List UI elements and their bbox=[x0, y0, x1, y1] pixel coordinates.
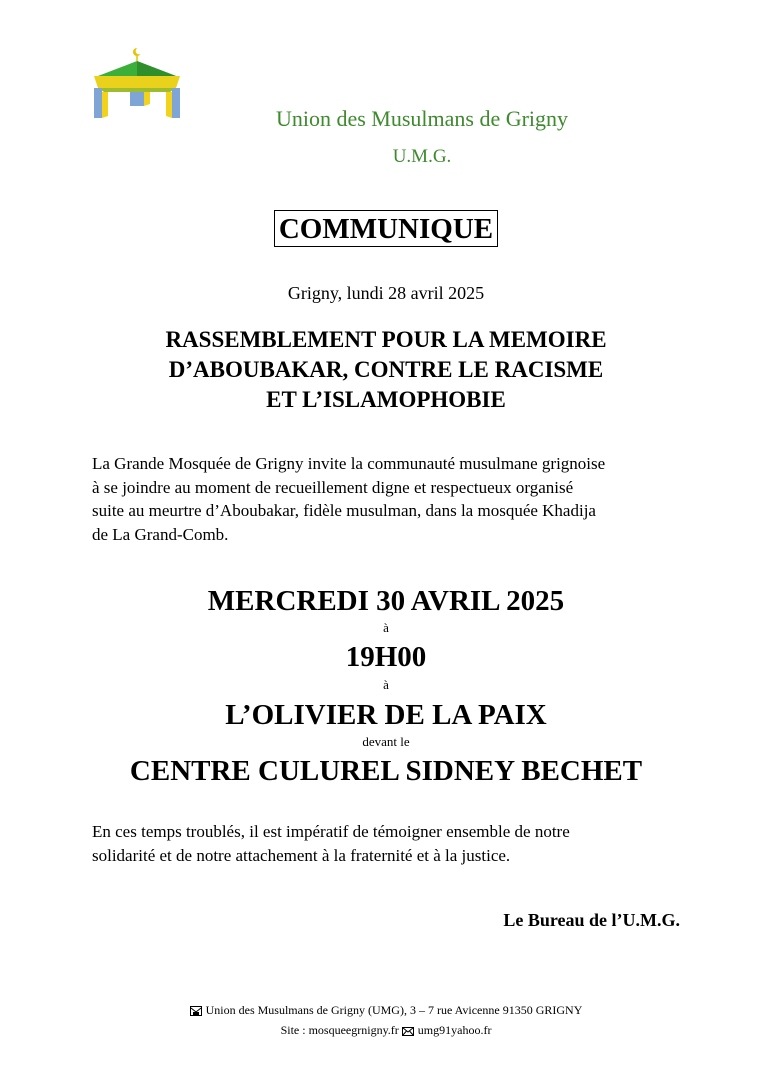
envelope-icon bbox=[402, 1025, 414, 1040]
closing-paragraph bbox=[92, 820, 692, 867]
mailbox-icon bbox=[190, 1005, 202, 1020]
org-name: Union des Musulmans de Grigny bbox=[275, 106, 569, 131]
event-connector: devant le bbox=[362, 734, 410, 749]
footer-address-line bbox=[0, 1003, 772, 1020]
footer-site-link[interactable]: mosqueegrnigny.fr bbox=[308, 1023, 399, 1037]
event-time: 19H00 bbox=[345, 641, 427, 673]
umg-logo bbox=[90, 44, 190, 122]
title-wrapper bbox=[0, 210, 772, 247]
org-abbreviation: U.M.G. bbox=[392, 146, 452, 167]
footer-site-label: Site : bbox=[280, 1023, 306, 1037]
intro-line: suite au meurtre d’Aboubakar, fidèle musulman, dans la mosquée Khadija bbox=[92, 501, 596, 520]
event-date: MERCREDI 30 AVRIL 2025 bbox=[207, 585, 565, 617]
footer-email-link[interactable]: umg91yahoo.fr bbox=[417, 1023, 492, 1037]
event-place: L’OLIVIER DE LA PAIX bbox=[225, 699, 547, 731]
headline-line: ET L’ISLAMOPHOBIE bbox=[266, 387, 506, 412]
document-title: COMMUNIQUE bbox=[274, 210, 498, 247]
headline-line: RASSEMBLEMENT POUR LA MEMOIRE bbox=[165, 327, 607, 352]
event-connector: à bbox=[383, 620, 389, 635]
footer-contact-line bbox=[0, 1023, 772, 1040]
footer-address: Union des Musulmans de Grigny (UMG), 3 – 7 rue Avicenne 91350 GRIGNY bbox=[205, 1003, 583, 1017]
headline bbox=[80, 325, 692, 415]
event-venue: CENTRE CULUREL SIDNEY BECHET bbox=[129, 755, 643, 787]
signature: Le Bureau de l’U.M.G. bbox=[503, 910, 680, 930]
intro-line: de La Grand-Comb. bbox=[92, 524, 229, 544]
document-date: Grigny, lundi 28 avril 2025 bbox=[287, 283, 485, 303]
closing-line: En ces temps troublés, il est impératif de témoigner ensemble de notre bbox=[92, 822, 570, 841]
headline-line: D’ABOUBAKAR, CONTRE LE RACISME bbox=[168, 357, 604, 382]
intro-line: à se joindre au moment de recueillement digne et respectueux organisé bbox=[92, 477, 574, 497]
mosque-dome-icon bbox=[90, 44, 190, 122]
closing-line: solidarité et de notre attachement à la fraternité et à la justice. bbox=[92, 845, 511, 865]
event-connector: à bbox=[383, 677, 389, 692]
intro-line: La Grande Mosquée de Grigny invite la communauté musulmane grignoise bbox=[92, 454, 606, 473]
intro-paragraph bbox=[92, 452, 692, 546]
